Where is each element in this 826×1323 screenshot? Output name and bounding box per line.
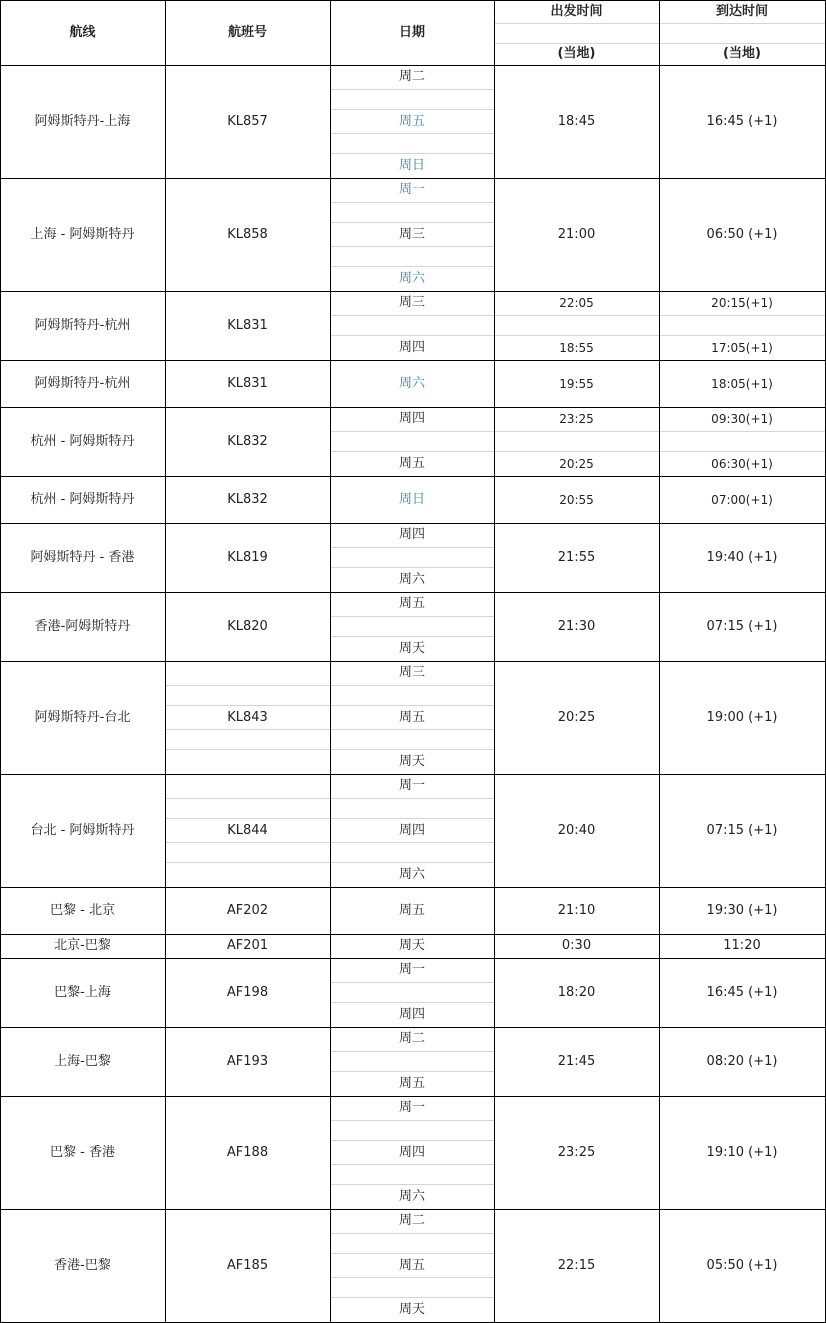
header-flight-no: 航班号: [227, 25, 268, 40]
date-divider: [331, 1051, 494, 1052]
day-label: 周五: [398, 113, 426, 129]
day-label: 周三: [398, 226, 426, 242]
date-divider: [331, 1120, 494, 1121]
date-divider: [331, 1297, 494, 1298]
arrival-time: 07:15 (+1): [706, 822, 778, 838]
flight-number: KL857: [227, 113, 268, 129]
time-divider: [495, 431, 659, 432]
date-divider: [331, 1184, 494, 1185]
arrival-time: 19:10 (+1): [706, 1144, 778, 1160]
arrival-time: 06:50 (+1): [706, 226, 778, 242]
date-divider: [331, 547, 494, 548]
date-divider: [331, 202, 494, 203]
route-name: 北京-巴黎: [54, 938, 111, 953]
time-divider: [495, 335, 659, 336]
date-divider: [331, 636, 494, 637]
header-route: 航线: [69, 25, 96, 40]
route-name: 杭州 - 阿姆斯特丹: [30, 433, 135, 449]
flight-divider: [166, 705, 330, 706]
departure-time: 19:55: [559, 376, 594, 391]
date-divider: [331, 109, 494, 110]
route-name: 巴黎-上海: [54, 984, 111, 1000]
route-name: 香港-阿姆斯特丹: [34, 618, 131, 634]
day-label: 周六: [398, 271, 426, 286]
day-label: 周五: [398, 1076, 426, 1091]
arrival-time: 20:15(+1): [711, 296, 773, 310]
date-divider: [331, 1164, 494, 1165]
departure-time: 20:40: [557, 822, 596, 838]
date-divider: [331, 133, 494, 134]
date-divider: [331, 153, 494, 154]
route-name: 杭州 - 阿姆斯特丹: [30, 491, 135, 507]
date-divider: [331, 1277, 494, 1278]
day-label: 周四: [398, 340, 426, 355]
flight-number: AF185: [226, 1257, 269, 1273]
date-divider: [331, 616, 494, 617]
time-divider: [660, 315, 825, 316]
day-label: 周天: [398, 938, 426, 953]
day-label: 周三: [398, 665, 426, 680]
header-date: 日期: [398, 25, 426, 40]
flight-number: KL831: [227, 375, 268, 391]
flight-number: KL858: [227, 226, 268, 242]
date-divider: [331, 862, 494, 863]
date-divider: [331, 451, 494, 452]
day-label: 周五: [398, 902, 426, 918]
date-divider: [331, 1002, 494, 1003]
departure-time: 18:20: [557, 984, 596, 1000]
date-divider: [331, 567, 494, 568]
day-label: 周天: [398, 641, 426, 656]
day-label: 周一: [398, 182, 426, 197]
date-divider: [331, 749, 494, 750]
arrival-time: 17:05(+1): [711, 341, 773, 355]
day-label: 周二: [398, 1213, 426, 1228]
route-name: 阿姆斯特丹-杭州: [34, 317, 131, 333]
route-name: 巴黎 - 北京: [50, 902, 115, 918]
arrival-time: 19:30 (+1): [706, 902, 778, 918]
flight-number: KL844: [227, 822, 268, 838]
header-arrival: 到达时间: [715, 4, 769, 19]
flight-number: AF188: [226, 1144, 269, 1160]
departure-time: 20:25: [559, 457, 594, 471]
date-divider: [331, 1071, 494, 1072]
arrival-time: 09:30(+1): [711, 412, 773, 426]
arrival-time: 19:40 (+1): [706, 549, 778, 565]
date-divider: [331, 89, 494, 90]
arrival-time: 16:45 (+1): [706, 984, 778, 1000]
flight-divider: [166, 685, 330, 686]
departure-time: 18:55: [559, 341, 594, 355]
route-name: 巴黎 - 香港: [50, 1144, 115, 1160]
flight-number: KL832: [227, 433, 268, 449]
departure-time: 21:00: [557, 226, 596, 242]
route-name: 上海 - 阿姆斯特丹: [30, 226, 135, 242]
departure-time: 0:30: [561, 938, 592, 953]
arrival-time: 06:30(+1): [711, 457, 773, 471]
flight-divider: [166, 842, 330, 843]
time-divider: [495, 451, 659, 452]
arrival-time: 05:50 (+1): [706, 1257, 778, 1273]
date-divider: [331, 431, 494, 432]
arrival-time: 08:20 (+1): [706, 1053, 778, 1069]
arrival-time: 07:00(+1): [711, 492, 773, 507]
day-label: 周五: [398, 456, 426, 471]
date-divider: [331, 705, 494, 706]
departure-time: 21:45: [557, 1053, 596, 1069]
flight-number: AF202: [226, 902, 269, 918]
day-label: 周六: [398, 375, 426, 391]
route-name: 阿姆斯特丹-杭州: [34, 375, 131, 391]
flight-number: AF193: [226, 1053, 269, 1069]
flight-divider: [166, 862, 330, 863]
header-divider: [660, 23, 825, 24]
flight-divider: [166, 749, 330, 750]
day-label: 周六: [398, 572, 426, 587]
date-divider: [331, 315, 494, 316]
day-label: 周五: [398, 596, 426, 611]
day-label: 周三: [398, 295, 426, 310]
day-label: 周四: [398, 527, 426, 542]
header-divider: [495, 43, 659, 44]
flight-divider: [166, 798, 330, 799]
flight-divider: [166, 729, 330, 730]
route-name: 香港-巴黎: [54, 1257, 111, 1273]
day-label: 周六: [398, 1189, 426, 1204]
departure-time: 21:55: [557, 549, 596, 565]
departure-time: 22:05: [559, 296, 594, 310]
date-divider: [331, 982, 494, 983]
day-label: 周二: [398, 69, 426, 84]
date-divider: [331, 266, 494, 267]
flight-number: KL819: [227, 549, 268, 565]
time-divider: [660, 335, 825, 336]
departure-time: 20:25: [557, 709, 596, 725]
time-divider: [660, 431, 825, 432]
day-label: 周六: [398, 867, 426, 882]
date-divider: [331, 1253, 494, 1254]
header-departure-note: (当地): [557, 46, 596, 61]
departure-time: 20:55: [559, 492, 594, 507]
day-label: 周五: [398, 709, 426, 725]
date-divider: [331, 1233, 494, 1234]
departure-time: 22:15: [557, 1257, 596, 1273]
day-label: 周一: [398, 778, 426, 793]
date-divider: [331, 1140, 494, 1141]
arrival-time: 19:00 (+1): [706, 709, 778, 725]
departure-time: 18:45: [557, 113, 596, 129]
date-divider: [331, 222, 494, 223]
header-departure: 出发时间: [550, 4, 603, 19]
day-label: 周五: [398, 1257, 426, 1273]
departure-time: 21:30: [557, 618, 596, 634]
day-label: 周二: [398, 1031, 426, 1046]
route-name: 阿姆斯特丹-上海: [34, 113, 131, 129]
header-divider: [495, 23, 659, 24]
flight-divider: [166, 818, 330, 819]
day-label: 周天: [398, 1302, 426, 1317]
departure-time: 21:10: [557, 902, 596, 918]
arrival-time: 11:20: [723, 938, 761, 953]
date-divider: [331, 729, 494, 730]
flight-number: KL832: [227, 491, 268, 507]
day-label: 周日: [398, 491, 426, 507]
day-label: 周四: [398, 411, 426, 426]
flight-number: AF198: [226, 984, 269, 1000]
header-arrival-note: (当地): [723, 46, 761, 61]
header-divider: [660, 43, 825, 44]
flight-number: AF201: [226, 938, 269, 953]
route-name: 上海-巴黎: [54, 1053, 111, 1069]
arrival-time: 16:45 (+1): [706, 113, 778, 129]
date-divider: [331, 685, 494, 686]
day-label: 周四: [398, 1144, 426, 1160]
day-label: 周天: [398, 754, 426, 769]
date-divider: [331, 246, 494, 247]
date-divider: [331, 818, 494, 819]
route-name: 阿姆斯特丹-台北: [34, 709, 131, 725]
arrival-time: 18:05(+1): [711, 376, 773, 391]
time-divider: [495, 315, 659, 316]
departure-time: 23:25: [559, 412, 594, 426]
date-divider: [331, 335, 494, 336]
date-divider: [331, 798, 494, 799]
time-divider: [660, 451, 825, 452]
arrival-time: 07:15 (+1): [706, 618, 778, 634]
day-label: 周四: [398, 1007, 426, 1022]
flight-number: KL820: [227, 618, 268, 634]
day-label: 周四: [398, 822, 426, 838]
route-name: 台北 - 阿姆斯特丹: [30, 822, 135, 838]
day-label: 周一: [398, 1100, 426, 1115]
flight-number: KL843: [227, 709, 268, 725]
departure-time: 23:25: [557, 1144, 596, 1160]
date-divider: [331, 842, 494, 843]
flight-number: KL831: [227, 317, 268, 333]
day-label: 周一: [398, 962, 426, 977]
route-name: 阿姆斯特丹 - 香港: [30, 549, 135, 565]
day-label: 周日: [398, 158, 426, 173]
